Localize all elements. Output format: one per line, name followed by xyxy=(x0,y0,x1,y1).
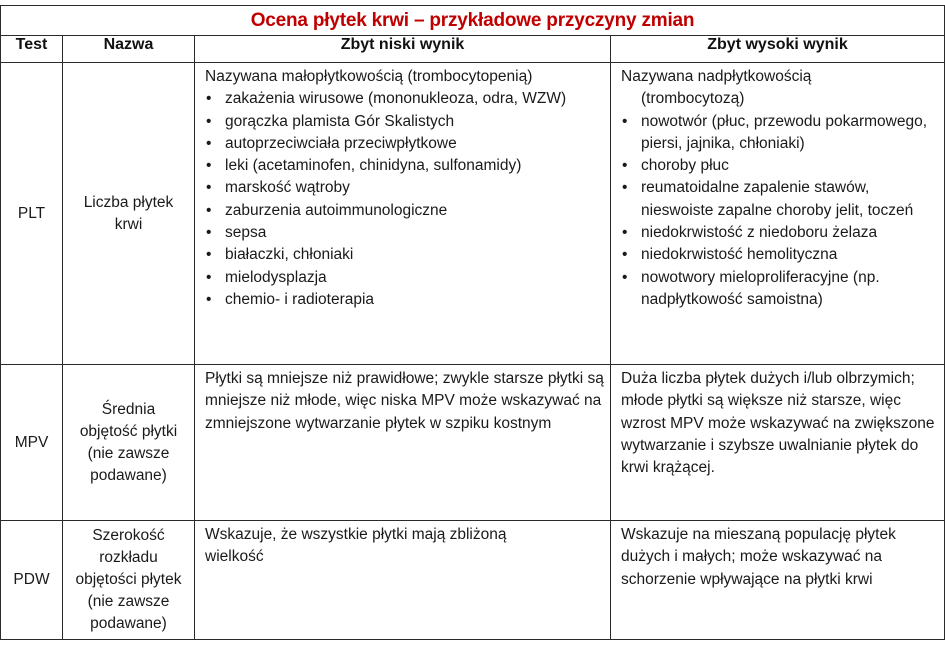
bullet-icon: • xyxy=(206,179,212,197)
cell-test-mpv: MPV xyxy=(1,365,63,521)
table-row-pdw xyxy=(1,521,945,640)
cell-name-plt xyxy=(63,63,195,365)
bullet-icon: • xyxy=(206,112,212,130)
cell-high-plt xyxy=(611,63,945,365)
list-item: • nowotwór (płuc, przewodu pokarmowego, piersi, jajnika, chłoniaki) xyxy=(622,112,928,152)
high-plt-list xyxy=(621,111,938,312)
bullet-icon: • xyxy=(622,224,628,242)
list-item: • niedokrwistość hemolityczna xyxy=(621,244,938,266)
list-item: • zakażenia wirusowe (mononukleoza, odra, WZW) xyxy=(205,88,604,110)
bullet-icon: • xyxy=(206,90,212,108)
high-plt-intro-line2: (trombocytozą) xyxy=(641,90,745,108)
bullet-icon: • xyxy=(206,157,212,175)
low-pdw-text: Wskazuje, że wszystkie płytki mają zbliżoną wielkość xyxy=(205,526,507,566)
high-plt-intro-line1: Nazywana nadpłytkowością xyxy=(621,68,812,85)
name-pdw-text: Szerokość rozkładu objętości płytek (nie zawsze podawane) xyxy=(75,527,182,632)
name-plt-text: Liczba płytek krwi xyxy=(83,193,174,233)
platelet-causes-table xyxy=(0,5,945,640)
platelet-assessment-document xyxy=(0,5,944,640)
cell-low-pdw xyxy=(195,521,611,640)
list-item: • reumatoidalne zapalenie stawów, nieswoiste zapalne choroby jelit, toczeń xyxy=(622,179,914,219)
cell-name-pdw xyxy=(63,521,195,640)
header-low-result: Zbyt niski wynik xyxy=(195,36,611,63)
list-item: • sepsa xyxy=(205,222,604,244)
list-item: • gorączka plamista Gór Skalistych xyxy=(205,111,604,133)
bullet-icon: • xyxy=(206,290,212,308)
bullet-icon: • xyxy=(622,179,628,197)
list-item: • chemio- i radioterapia xyxy=(205,289,604,311)
bullet-icon: • xyxy=(622,246,628,264)
bullet-icon: • xyxy=(206,224,212,242)
list-item: • choroby płuc xyxy=(621,155,938,177)
cell-name-mpv xyxy=(63,365,195,521)
header-name: Nazwa xyxy=(63,36,195,63)
cell-test-plt: PLT xyxy=(1,63,63,365)
cell-test-pdw: PDW xyxy=(1,521,63,640)
table-row-plt xyxy=(1,63,945,365)
bullet-icon: • xyxy=(622,268,628,286)
cell-low-mpv: Płytki są mniejsze niż prawidłowe; zwykle starsze płytki są mniejsze niż młode, więc niska MPV może wskazywać na zmniejszone wytwarzanie płytek w szpiku kostnym xyxy=(195,365,611,521)
list-item: • zaburzenia autoimmunologiczne xyxy=(205,200,604,222)
header-high-result: Zbyt wysoki wynik xyxy=(611,36,945,63)
table-row-mpv xyxy=(1,365,945,521)
name-mpv-text: Średnia objętość płytki (nie zawsze podawane) xyxy=(79,400,178,484)
low-plt-intro: Nazywana małopłytkowością (trombocytopenią) xyxy=(205,68,533,85)
low-plt-list xyxy=(205,88,604,311)
cell-low-plt xyxy=(195,63,611,365)
list-item: • nowotwory mieloproliferacyjne (np. nadpłytkowość samoistna) xyxy=(622,268,880,308)
cell-high-mpv: Duża liczba płytek dużych i/lub olbrzymich; młode płytki są większe niż starsze, więc wzrost MPV może wskazywać na zwiększone wytwarzanie i szybsze uwalnianie płytek do krwi krążącej. xyxy=(611,365,945,521)
list-item: • autoprzeciwciała przeciwpłytkowe xyxy=(205,133,604,155)
list-item: • białaczki, chłoniaki xyxy=(205,244,604,266)
bullet-icon: • xyxy=(206,201,212,219)
table-title: Ocena płytek krwi – przykładowe przyczyny zmian xyxy=(1,6,945,36)
bullet-icon: • xyxy=(622,112,628,130)
header-test: Test xyxy=(1,36,63,63)
list-item: • marskość wątroby xyxy=(205,177,604,199)
bullet-icon: • xyxy=(622,157,628,175)
list-item: • mielodysplazja xyxy=(205,267,604,289)
bullet-icon: • xyxy=(206,246,212,264)
list-item: • leki (acetaminofen, chinidyna, sulfonamidy) xyxy=(205,155,604,177)
list-item: • niedokrwistość z niedoboru żelaza xyxy=(621,222,938,244)
bullet-icon: • xyxy=(206,268,212,286)
header-row xyxy=(1,36,945,63)
bullet-icon: • xyxy=(206,134,212,152)
cell-high-pdw: Wskazuje na mieszaną populację płytek dużych i małych; może wskazywać na schorzenie wpływające na płytki krwi xyxy=(611,521,945,640)
